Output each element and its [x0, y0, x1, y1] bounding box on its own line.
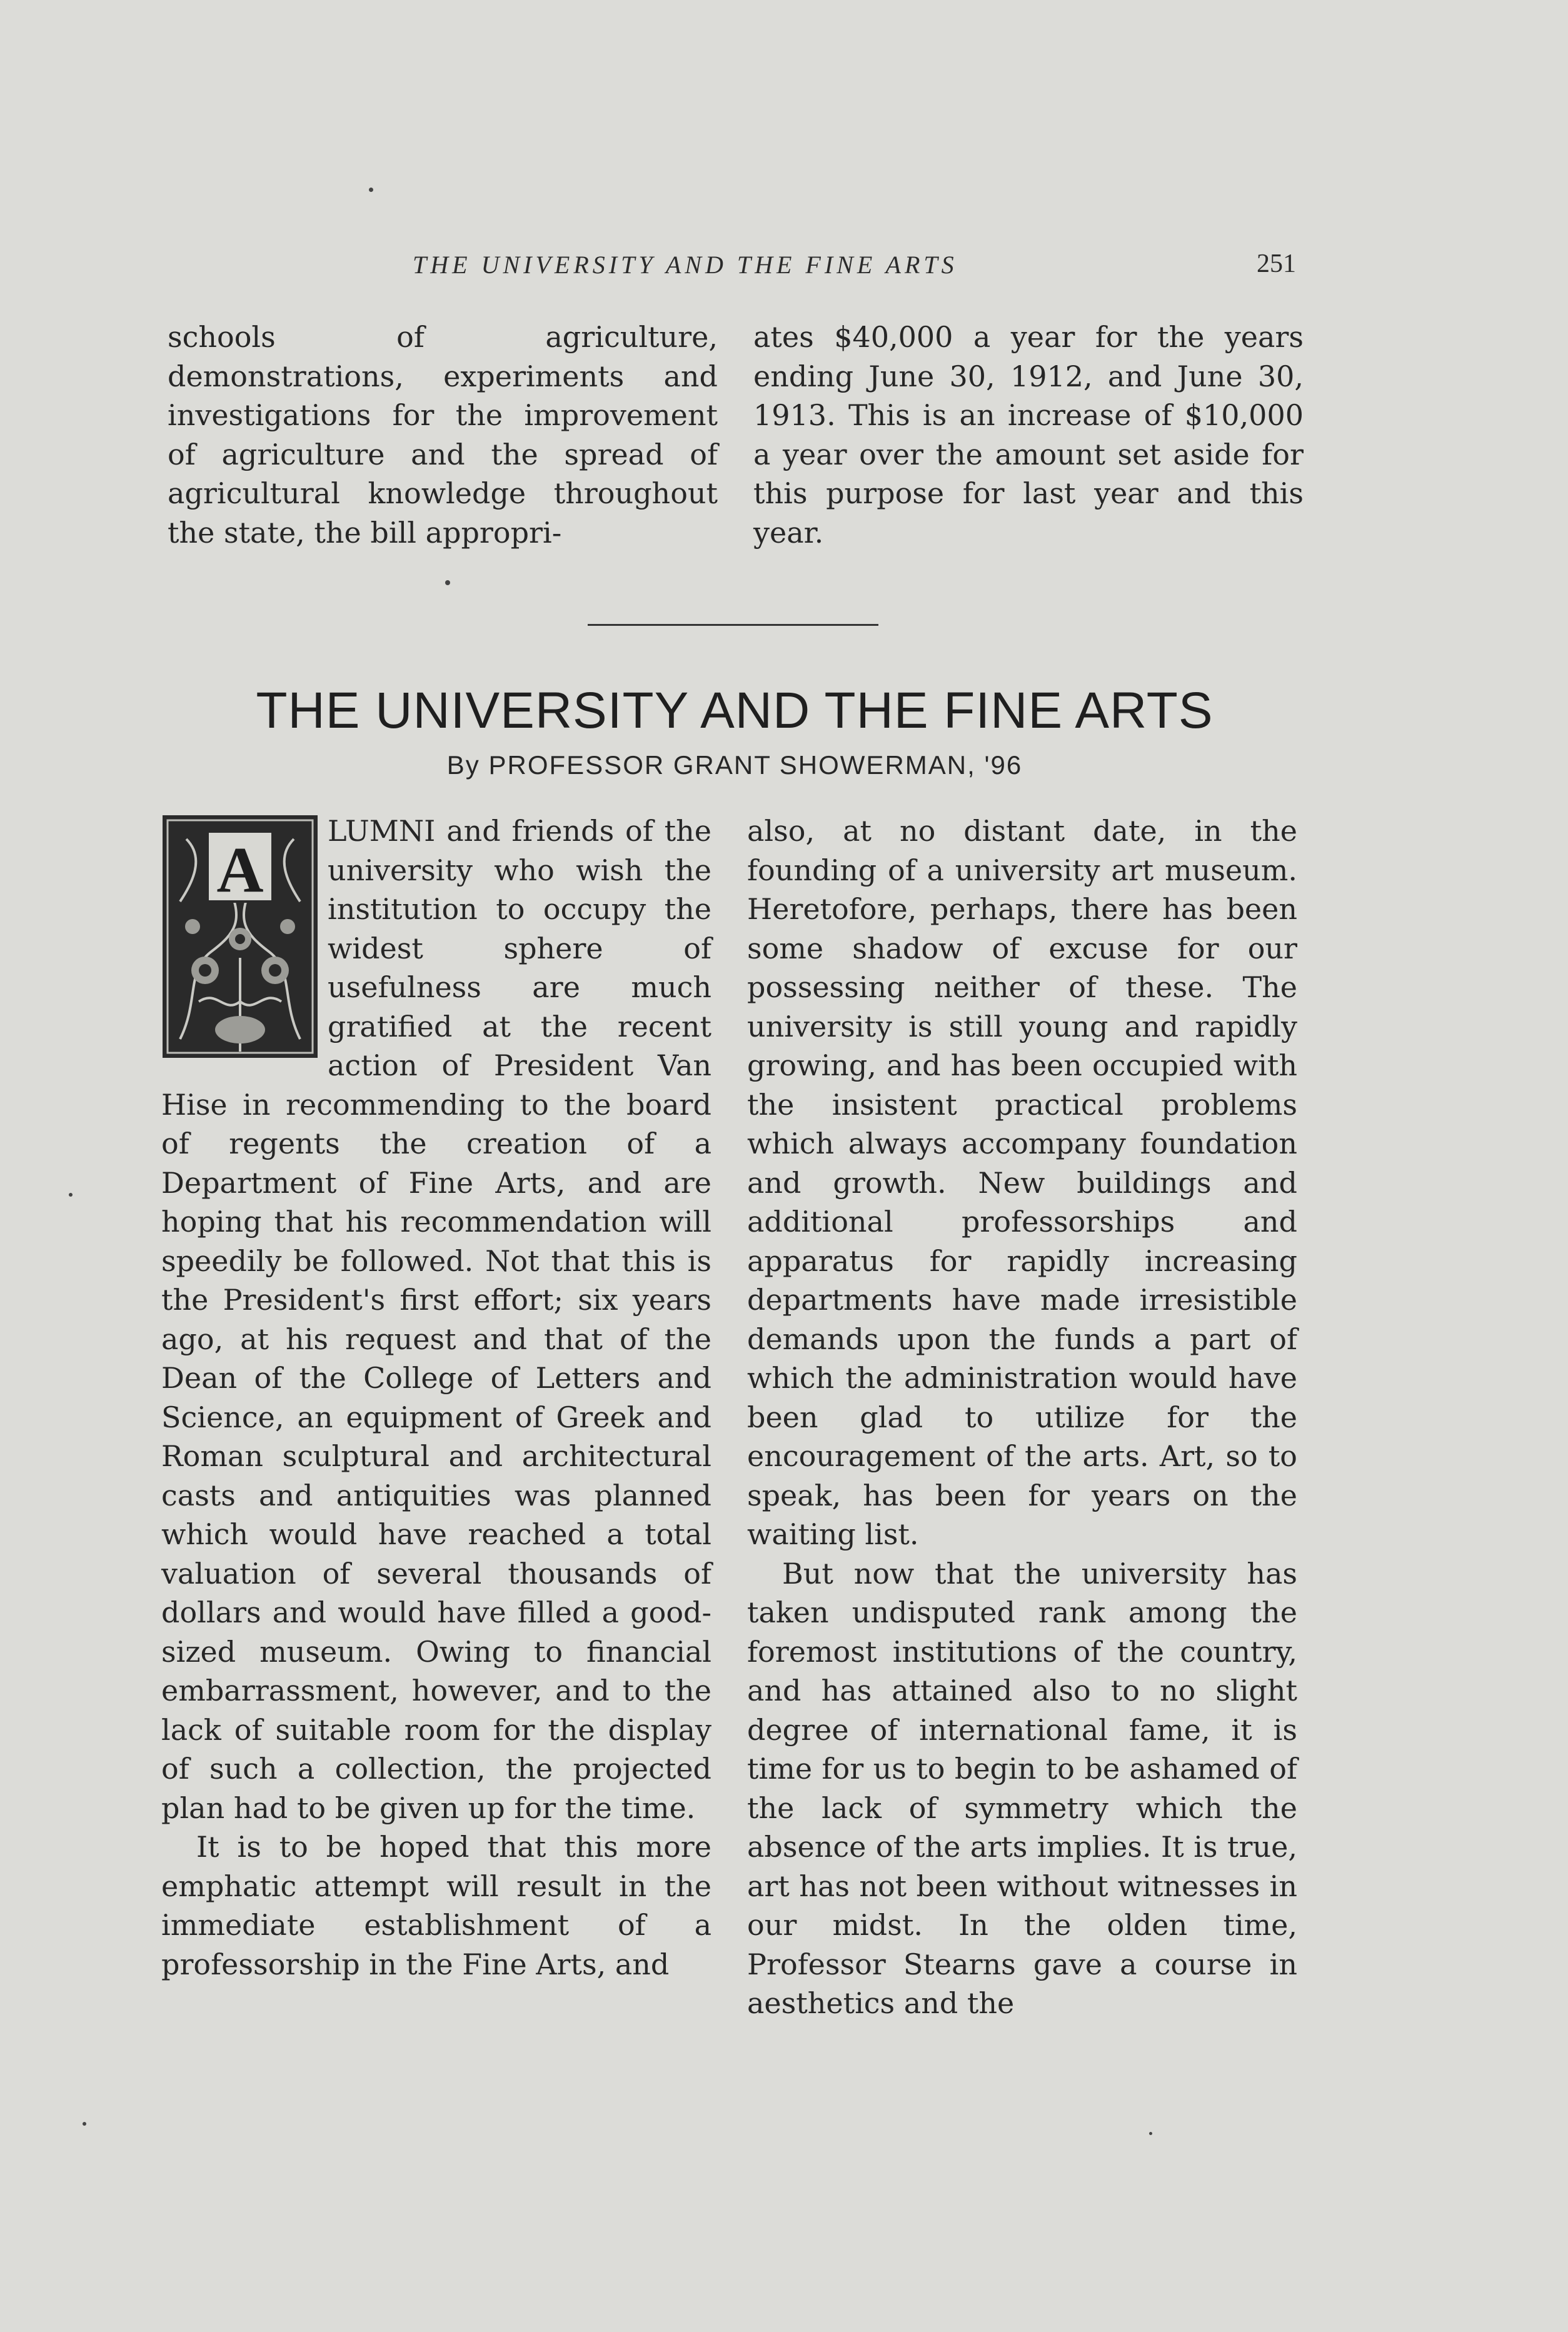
article-left-column	[161, 812, 711, 1984]
carryover-left-column	[168, 318, 718, 552]
scan-speck	[369, 188, 373, 192]
carryover-left-paragraph: schools of agriculture, demonstrations, experiments and investigations for the improvement of agriculture and the spread of agricultural knowledge throughout the state, the bill appropri-	[168, 320, 718, 550]
carryover-right-paragraph: ates $40,000 a year for the years ending June 30, 1912, and June 30, 1913. This is an increase of $10,000 a year over the amount set aside for this purpose for last year and this year.	[753, 320, 1304, 550]
article-paragraph-2: It is to be hoped that this more emphatic attempt will result in the immediate establishment of a professorship in the Fine Arts, and	[161, 1830, 711, 1981]
scan-speck	[1149, 2132, 1152, 2135]
running-head: THE UNIVERSITY AND THE FINE ARTS	[413, 251, 958, 279]
article-paragraph-4: But now that the university has taken undisputed rank among the foremost institutions of the country, and has attained also to no slight degree of international fame, it is time for us to begin to be ashamed of the lack of symmetry which the absence of the arts implies. It is true, art has not been without witnesses in our midst. In the olden time, Professor Stearns gave a course in aesthetics and the	[747, 1556, 1297, 2020]
carryover-right-column	[753, 318, 1304, 552]
scan-speck	[445, 580, 450, 585]
article-right-column	[747, 812, 1297, 2023]
scan-speck	[83, 2122, 86, 2126]
section-divider	[588, 624, 878, 626]
drop-cap-letter: A	[216, 834, 264, 906]
page-number: 251	[1257, 249, 1296, 278]
article-paragraph-1: LUMNI and friends of the university who wish the institution to occupy the widest sphere of usefulness are much gratified at the recent action of President Van Hise in recommending to the board of regents the creation of a Department of Fine Arts, and are hoping that his recommendation will speedily be followed. Not that this is the President's first effort; six years ago, at his request and that of the Dean of the College of Letters and Science, an equipment of Greek and Roman sculptural and architectural casts and antiquities was planned which would have reached a total valuation of several thousands of dollars and would have filled a good-sized museum. Owing to financial embarrassment, however, and to the lack of suitable room for the display of such a collection, the projected plan had to be given up for the time.	[161, 814, 711, 1825]
scan-speck	[69, 1193, 73, 1197]
drop-cap-ornament-icon	[161, 814, 319, 1059]
article-paragraph-3: also, at no distant date, in the founding of a university art museum. Heretofore, perhaps, there has been some shadow of excuse for our possessing neither of these. The university is still young and rapidly growing, and has been occupied with the insistent practical problems which always accompany foundation and growth. New buildings and additional professorships and apparatus for rapidly increasing departments have made irresistible demands upon the funds a part of which the administration would have been glad to utilize for the encouragement of the arts. Art, so to speak, has been for years on the waiting list.	[747, 814, 1297, 1551]
drop-cap-ornament	[161, 814, 319, 1059]
article-byline: By PROFESSOR GRANT SHOWERMAN, '96	[446, 750, 1023, 780]
article-title: THE UNIVERSITY AND THE FINE ARTS	[256, 682, 1214, 739]
